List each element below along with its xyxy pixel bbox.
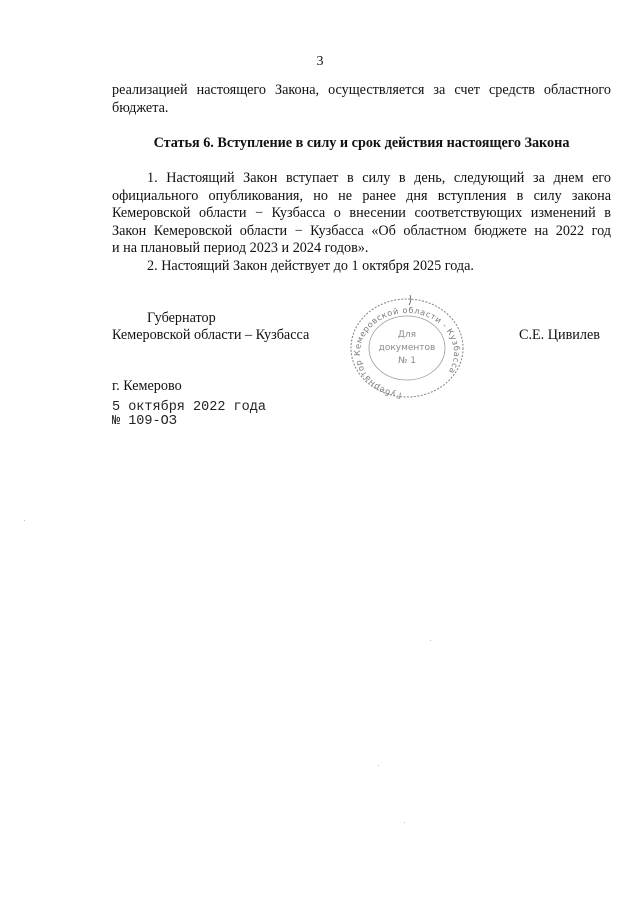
place-of-signing: г. Кемерово [112,378,182,394]
law-date: 5 октября 2022 года [112,400,266,415]
seal-ring-text-content: Губернатор Кемеровской области - Кузбасса [352,304,463,401]
signatory-title: Губернатор [147,310,216,326]
paragraph-line: официального опубликования, но не ранее дня вступления в силу закона [112,187,611,204]
seal-center-line-2: документов [378,343,436,353]
scan-speck [404,822,405,823]
official-seal [344,293,470,403]
paragraph-line: Кемеровской области − Кузбасса о внесении соответствующих изменений в [112,205,611,221]
article-item-1 [112,170,611,258]
paragraph-line: 1. Настоящий Закон вступает в силу в день, следующий за днем его [147,170,611,186]
signatory-region: Кемеровской области – Кузбасса [112,327,310,343]
seal-center-line-3: № 1 [398,356,416,366]
scan-speck [24,520,25,521]
paragraph-continuation [112,82,611,117]
scan-speck [430,640,431,641]
scan-speck [378,765,379,766]
page-number: 3 [316,54,324,69]
paragraph-line: бюджета. [112,99,169,116]
signature-scribble [409,295,411,305]
paragraph-line: реализацией настоящего Закона, осуществляется за счет средств областного [112,82,611,98]
article-item-2: 2. Настоящий Закон действует до 1 октября 2025 года. [147,258,474,274]
seal-center-line-1: Для [397,330,417,340]
paragraph-line: и на плановый период 2023 и 2024 годов». [112,240,369,256]
paragraph-line: Закон Кемеровской области − Кузбасса «Об областном бюджете на 2022 год [112,222,611,239]
law-number: № 109-ОЗ [112,414,177,429]
signatory-name: С.Е. Цивилев [519,327,600,343]
article-heading: Статья 6. Вступление в силу и срок действия настоящего Закона [153,135,570,151]
